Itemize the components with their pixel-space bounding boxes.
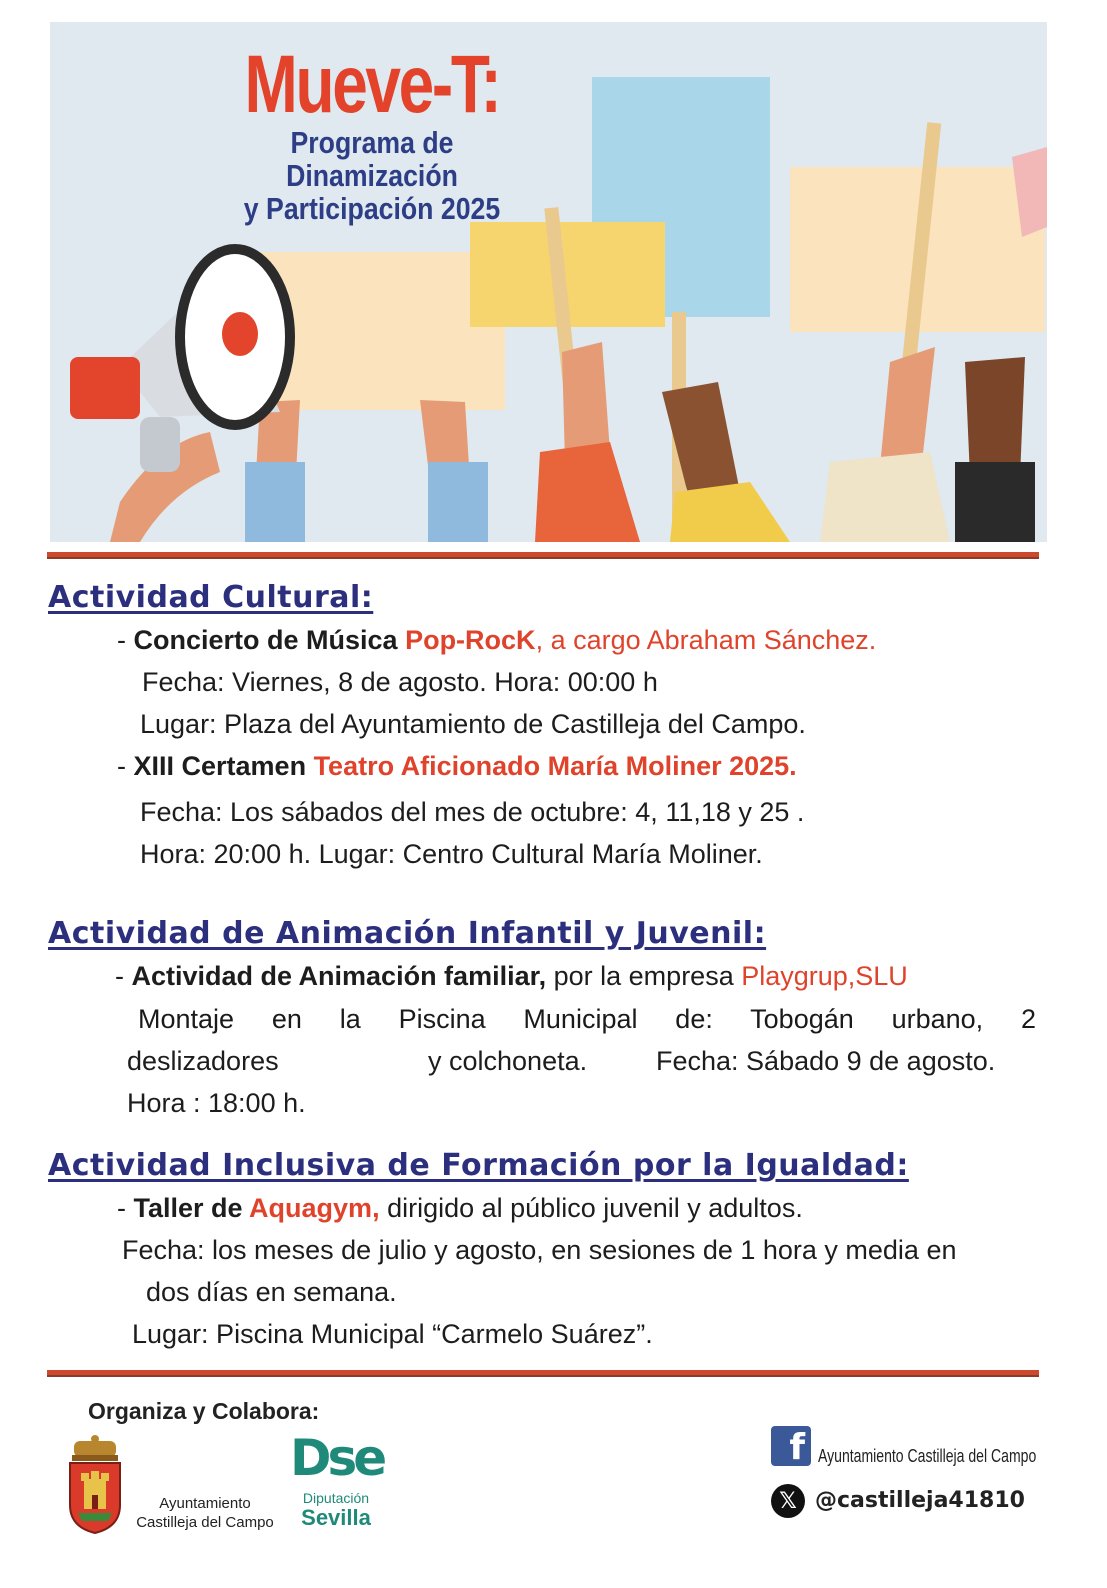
header-banner — [50, 22, 1047, 542]
activity-time: Hora : 18:00 h. — [127, 1088, 306, 1118]
ayuntamiento-logo-text — [132, 1494, 278, 1532]
activity-description-cont2: y colchoneta. — [428, 1046, 588, 1076]
activity-connector: por la empresa — [546, 961, 742, 991]
activity-time-place: Hora: 20:00 h. Lugar: Centro Cultural María Moliner. — [140, 839, 763, 869]
footer-heading: Organiza y Colabora: — [88, 1398, 320, 1424]
activity-company: Playgrup,SLU — [741, 961, 908, 991]
ayuntamiento-line1: Ayuntamiento — [159, 1495, 251, 1512]
activity-connector: , a cargo — [535, 625, 647, 655]
activity-title: XIII Certamen — [133, 751, 314, 781]
activity-place: Lugar: Plaza del Ayuntamiento de Castilleja del Campo. — [140, 709, 806, 739]
activity-description-cont: deslizadores — [127, 1046, 279, 1076]
banner-subtitle-line1: Programa de Dinamización — [286, 125, 458, 193]
activity-date: Fecha: Viernes, 8 de agosto. Hora: 00:00 h — [142, 667, 658, 697]
bullet-dash: - — [115, 961, 132, 991]
banner-subtitle-line2: y Participación 2025 — [243, 191, 501, 226]
section-heading-igualdad: Actividad Inclusiva de Formación por la Igualdad: — [48, 1148, 909, 1183]
divider-top — [47, 552, 1039, 559]
facebook-page-link[interactable]: Ayuntamiento Castilleja del Campo — [818, 1446, 1037, 1466]
activity-title: Actividad de Animación familiar, — [131, 961, 547, 991]
activity-title: Concierto de Música — [133, 625, 406, 655]
activity-date-cont: dos días en semana. — [146, 1277, 397, 1307]
activity-title: Taller de — [133, 1193, 250, 1223]
activity-date: Fecha: los meses de julio y agosto, en sesiones de 1 hora y media en — [122, 1235, 957, 1265]
diputacion-mark: Dse — [290, 1429, 384, 1487]
ayuntamiento-line2: Castilleja del Campo — [136, 1514, 274, 1531]
activity-item-concert — [117, 624, 876, 656]
x-account-link[interactable]: @castilleja41810 — [815, 1488, 1025, 1513]
activity-date: Fecha: Los sábados del mes de octubre: 4, 11,18 y 25 . — [140, 797, 805, 827]
bullet-dash: - — [117, 625, 134, 655]
activity-item-family — [115, 960, 908, 992]
diputacion-logo — [290, 1430, 382, 1540]
activity-item-aquagym — [117, 1192, 803, 1224]
activity-audience: dirigido al público juvenil y adultos. — [379, 1193, 803, 1223]
banner-title-block — [182, 39, 562, 226]
banner-title: Mueve-T: — [244, 39, 500, 130]
ayuntamiento-crest-icon — [64, 1435, 126, 1535]
diputacion-line2: Sevilla — [301, 1505, 371, 1530]
activity-event-name: Teatro Aficionado María Moliner 2025. — [313, 751, 797, 781]
bullet-dash: - — [117, 1193, 134, 1223]
activity-item-theatre — [117, 750, 797, 782]
x-icon[interactable]: 𝕏 — [771, 1484, 805, 1518]
divider-bottom — [47, 1370, 1039, 1377]
section-heading-infantil-juvenil: Actividad de Animación Infantil y Juvenil: — [48, 916, 767, 951]
diputacion-line1: Diputación — [302, 1490, 370, 1506]
activity-name: Aquagym, — [249, 1193, 380, 1223]
activity-place: Lugar: Piscina Municipal “Carmelo Suárez”. — [132, 1319, 653, 1349]
bullet-dash: - — [117, 751, 134, 781]
activity-date: Fecha: Sábado 9 de agosto. — [656, 1046, 996, 1076]
facebook-icon[interactable]: f — [771, 1426, 811, 1466]
activity-description: Montaje en la Piscina Municipal de: Tobogán urbano, 2 — [138, 1004, 1036, 1034]
section-heading-cultural: Actividad Cultural: — [48, 580, 374, 615]
activity-genre: Pop-RocK — [405, 625, 536, 655]
activity-performer: Abraham Sánchez. — [646, 625, 877, 655]
